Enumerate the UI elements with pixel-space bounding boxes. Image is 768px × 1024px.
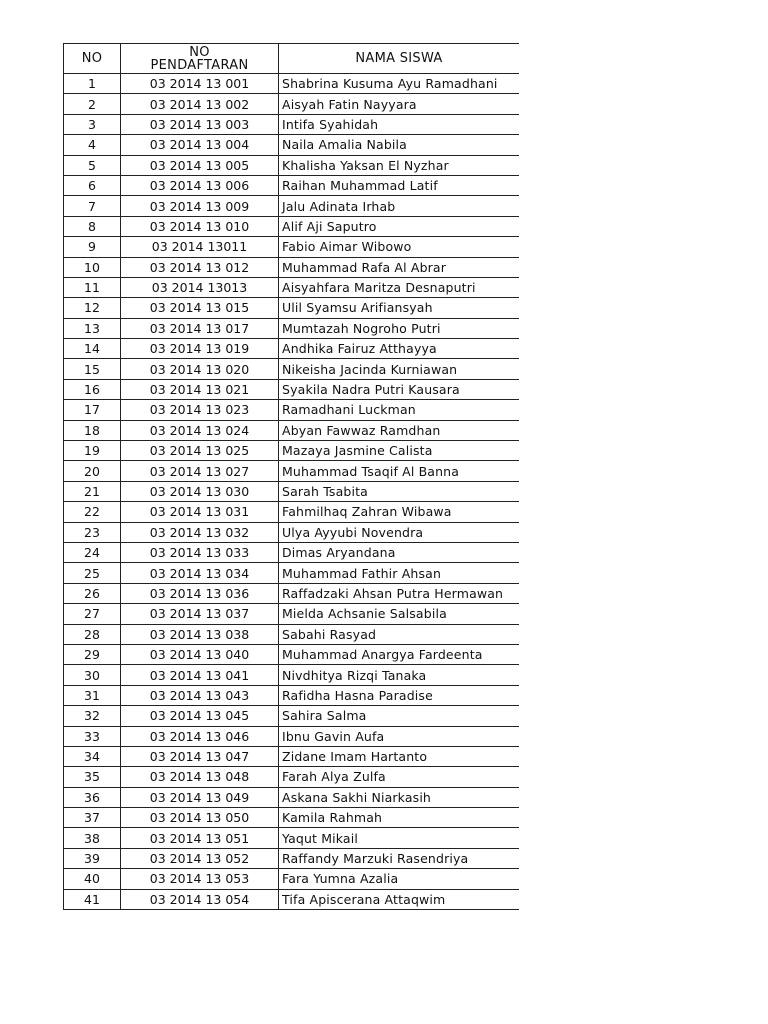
header-row xyxy=(64,44,520,74)
student-name-cell: Zidane Imam Hartanto xyxy=(279,746,520,766)
student-name-cell: Ulya Ayyubi Novendra xyxy=(279,522,520,542)
registration-number-cell: 03 2014 13 023 xyxy=(121,400,279,420)
student-name-cell: Fara Yumna Azalia xyxy=(279,869,520,889)
row-number-cell: 11 xyxy=(64,277,121,297)
registration-number-cell: 03 2014 13 010 xyxy=(121,216,279,236)
table-row xyxy=(64,787,520,807)
registration-number-cell: 03 2014 13 027 xyxy=(121,461,279,481)
registration-number-cell: 03 2014 13 049 xyxy=(121,787,279,807)
table-row xyxy=(64,135,520,155)
row-number-cell: 36 xyxy=(64,787,121,807)
registration-number-cell: 03 2014 13 053 xyxy=(121,869,279,889)
row-number-cell: 12 xyxy=(64,298,121,318)
table-row xyxy=(64,542,520,562)
row-number-cell: 30 xyxy=(64,665,121,685)
header-student-name: NAMA SISWA xyxy=(279,44,520,74)
table-row xyxy=(64,155,520,175)
registration-number-cell: 03 2014 13 045 xyxy=(121,706,279,726)
row-number-cell: 9 xyxy=(64,237,121,257)
student-name-cell: Sahira Salma xyxy=(279,706,520,726)
row-number-cell: 28 xyxy=(64,624,121,644)
row-number-cell: 20 xyxy=(64,461,121,481)
registration-number-cell: 03 2014 13 048 xyxy=(121,767,279,787)
table-row xyxy=(64,277,520,297)
row-number-cell: 26 xyxy=(64,583,121,603)
student-name-cell: Muhammad Rafa Al Abrar xyxy=(279,257,520,277)
student-name-cell: Mumtazah Nogroho Putri xyxy=(279,318,520,338)
row-number-cell: 37 xyxy=(64,808,121,828)
row-number-cell: 13 xyxy=(64,318,121,338)
table-row xyxy=(64,175,520,195)
row-number-cell: 21 xyxy=(64,481,121,501)
student-name-cell: Tifa Apiscerana Attaqwim xyxy=(279,889,520,909)
table-row xyxy=(64,379,520,399)
registration-number-cell: 03 2014 13 050 xyxy=(121,808,279,828)
row-number-cell: 23 xyxy=(64,522,121,542)
row-number-cell: 31 xyxy=(64,685,121,705)
row-number-cell: 38 xyxy=(64,828,121,848)
table-row xyxy=(64,94,520,114)
table-row xyxy=(64,114,520,134)
table-row xyxy=(64,420,520,440)
student-name-cell: Farah Alya Zulfa xyxy=(279,767,520,787)
table-row xyxy=(64,808,520,828)
registration-number-cell: 03 2014 13 021 xyxy=(121,379,279,399)
student-name-cell: Andhika Fairuz Atthayya xyxy=(279,339,520,359)
row-number-cell: 3 xyxy=(64,114,121,134)
student-name-cell: Khalisha Yaksan El Nyzhar xyxy=(279,155,520,175)
row-number-cell: 4 xyxy=(64,135,121,155)
table-row xyxy=(64,604,520,624)
row-number-cell: 41 xyxy=(64,889,121,909)
row-number-cell: 7 xyxy=(64,196,121,216)
table-row xyxy=(64,216,520,236)
row-number-cell: 27 xyxy=(64,604,121,624)
row-number-cell: 24 xyxy=(64,542,121,562)
student-name-cell: Ramadhani Luckman xyxy=(279,400,520,420)
row-number-cell: 16 xyxy=(64,379,121,399)
row-number-cell: 39 xyxy=(64,848,121,868)
table-row xyxy=(64,624,520,644)
student-name-cell: Alif Aji Saputro xyxy=(279,216,520,236)
registration-number-cell: 03 2014 13 030 xyxy=(121,481,279,501)
student-name-cell: Shabrina Kusuma Ayu Ramadhani xyxy=(279,74,520,94)
row-number-cell: 34 xyxy=(64,746,121,766)
registration-number-cell: 03 2014 13 024 xyxy=(121,420,279,440)
table-row xyxy=(64,583,520,603)
registration-number-cell: 03 2014 13 047 xyxy=(121,746,279,766)
table-row xyxy=(64,522,520,542)
row-number-cell: 33 xyxy=(64,726,121,746)
table-row xyxy=(64,441,520,461)
header-registration-line1: NO xyxy=(189,44,210,60)
registration-number-cell: 03 2014 13 009 xyxy=(121,196,279,216)
header-no: NO xyxy=(64,44,121,74)
header-registration-number xyxy=(121,44,279,74)
table-row xyxy=(64,767,520,787)
student-name-cell: Fahmilhaq Zahran Wibawa xyxy=(279,502,520,522)
student-name-cell: Raffadzaki Ahsan Putra Hermawan xyxy=(279,583,520,603)
student-name-cell: Ibnu Gavin Aufa xyxy=(279,726,520,746)
row-number-cell: 29 xyxy=(64,644,121,664)
row-number-cell: 22 xyxy=(64,502,121,522)
table-row xyxy=(64,298,520,318)
table-row xyxy=(64,74,520,94)
table-row xyxy=(64,502,520,522)
table-row xyxy=(64,726,520,746)
registration-number-cell: 03 2014 13 051 xyxy=(121,828,279,848)
registration-number-cell: 03 2014 13 005 xyxy=(121,155,279,175)
registration-number-cell: 03 2014 13 041 xyxy=(121,665,279,685)
registration-number-cell: 03 2014 13 017 xyxy=(121,318,279,338)
registration-number-cell: 03 2014 13 036 xyxy=(121,583,279,603)
student-name-cell: Intifa Syahidah xyxy=(279,114,520,134)
table-row xyxy=(64,869,520,889)
student-name-cell: Dimas Aryandana xyxy=(279,542,520,562)
row-number-cell: 19 xyxy=(64,441,121,461)
student-name-cell: Raffandy Marzuki Rasendriya xyxy=(279,848,520,868)
table-row xyxy=(64,339,520,359)
registration-number-cell: 03 2014 13 003 xyxy=(121,114,279,134)
student-table xyxy=(63,43,519,910)
table-row xyxy=(64,359,520,379)
student-name-cell: Fabio Aimar Wibowo xyxy=(279,237,520,257)
table-row xyxy=(64,685,520,705)
student-name-cell: Muhammad Fathir Ahsan xyxy=(279,563,520,583)
table-row xyxy=(64,400,520,420)
student-name-cell: Muhammad Tsaqif Al Banna xyxy=(279,461,520,481)
student-name-cell: Raihan Muhammad Latif xyxy=(279,175,520,195)
row-number-cell: 14 xyxy=(64,339,121,359)
registration-number-cell: 03 2014 13 015 xyxy=(121,298,279,318)
registration-number-cell: 03 2014 13 038 xyxy=(121,624,279,644)
registration-number-cell: 03 2014 13 031 xyxy=(121,502,279,522)
registration-number-cell: 03 2014 13 052 xyxy=(121,848,279,868)
registration-number-cell: 03 2014 13 040 xyxy=(121,644,279,664)
registration-number-cell: 03 2014 13 012 xyxy=(121,257,279,277)
row-number-cell: 8 xyxy=(64,216,121,236)
table-row xyxy=(64,706,520,726)
table-row xyxy=(64,665,520,685)
student-name-cell: Sabahi Rasyad xyxy=(279,624,520,644)
table-row xyxy=(64,889,520,909)
table-row xyxy=(64,828,520,848)
student-name-cell: Mielda Achsanie Salsabila xyxy=(279,604,520,624)
registration-number-cell: 03 2014 13013 xyxy=(121,277,279,297)
row-number-cell: 10 xyxy=(64,257,121,277)
table-row xyxy=(64,644,520,664)
student-name-cell: Nikeisha Jacinda Kurniawan xyxy=(279,359,520,379)
student-name-cell: Jalu Adinata Irhab xyxy=(279,196,520,216)
row-number-cell: 5 xyxy=(64,155,121,175)
registration-number-cell: 03 2014 13 037 xyxy=(121,604,279,624)
table-row xyxy=(64,461,520,481)
table-row xyxy=(64,196,520,216)
row-number-cell: 15 xyxy=(64,359,121,379)
registration-number-cell: 03 2014 13 043 xyxy=(121,685,279,705)
student-name-cell: Aisyahfara Maritza Desnaputri xyxy=(279,277,520,297)
row-number-cell: 32 xyxy=(64,706,121,726)
registration-number-cell: 03 2014 13 019 xyxy=(121,339,279,359)
table-header xyxy=(64,44,520,74)
table-row xyxy=(64,746,520,766)
row-number-cell: 35 xyxy=(64,767,121,787)
student-name-cell: Sarah Tsabita xyxy=(279,481,520,501)
row-number-cell: 18 xyxy=(64,420,121,440)
table-body xyxy=(64,74,520,910)
row-number-cell: 2 xyxy=(64,94,121,114)
header-registration-line2: PENDAFTARAN xyxy=(150,57,249,73)
table-row xyxy=(64,237,520,257)
student-name-cell: Naila Amalia Nabila xyxy=(279,135,520,155)
table-row xyxy=(64,318,520,338)
row-number-cell: 1 xyxy=(64,74,121,94)
table-row xyxy=(64,848,520,868)
registration-number-cell: 03 2014 13 001 xyxy=(121,74,279,94)
table-row xyxy=(64,481,520,501)
row-number-cell: 40 xyxy=(64,869,121,889)
table-row xyxy=(64,257,520,277)
registration-number-cell: 03 2014 13 020 xyxy=(121,359,279,379)
student-name-cell: Muhammad Anargya Fardeenta xyxy=(279,644,520,664)
row-number-cell: 6 xyxy=(64,175,121,195)
row-number-cell: 25 xyxy=(64,563,121,583)
table-row xyxy=(64,563,520,583)
registration-number-cell: 03 2014 13 032 xyxy=(121,522,279,542)
row-number-cell: 17 xyxy=(64,400,121,420)
registration-number-cell: 03 2014 13 034 xyxy=(121,563,279,583)
student-name-cell: Ulil Syamsu Arifiansyah xyxy=(279,298,520,318)
student-name-cell: Aisyah Fatin Nayyara xyxy=(279,94,520,114)
student-name-cell: Nivdhitya Rizqi Tanaka xyxy=(279,665,520,685)
registration-number-cell: 03 2014 13 054 xyxy=(121,889,279,909)
registration-number-cell: 03 2014 13 046 xyxy=(121,726,279,746)
student-name-cell: Abyan Fawwaz Ramdhan xyxy=(279,420,520,440)
student-name-cell: Askana Sakhi Niarkasih xyxy=(279,787,520,807)
student-name-cell: Mazaya Jasmine Calista xyxy=(279,441,520,461)
registration-number-cell: 03 2014 13 002 xyxy=(121,94,279,114)
registration-number-cell: 03 2014 13 025 xyxy=(121,441,279,461)
registration-number-cell: 03 2014 13 033 xyxy=(121,542,279,562)
student-name-cell: Syakila Nadra Putri Kausara xyxy=(279,379,520,399)
student-name-cell: Rafidha Hasna Paradise xyxy=(279,685,520,705)
registration-number-cell: 03 2014 13 004 xyxy=(121,135,279,155)
registration-number-cell: 03 2014 13011 xyxy=(121,237,279,257)
student-name-cell: Kamila Rahmah xyxy=(279,808,520,828)
student-name-cell: Yaqut Mikail xyxy=(279,828,520,848)
registration-number-cell: 03 2014 13 006 xyxy=(121,175,279,195)
